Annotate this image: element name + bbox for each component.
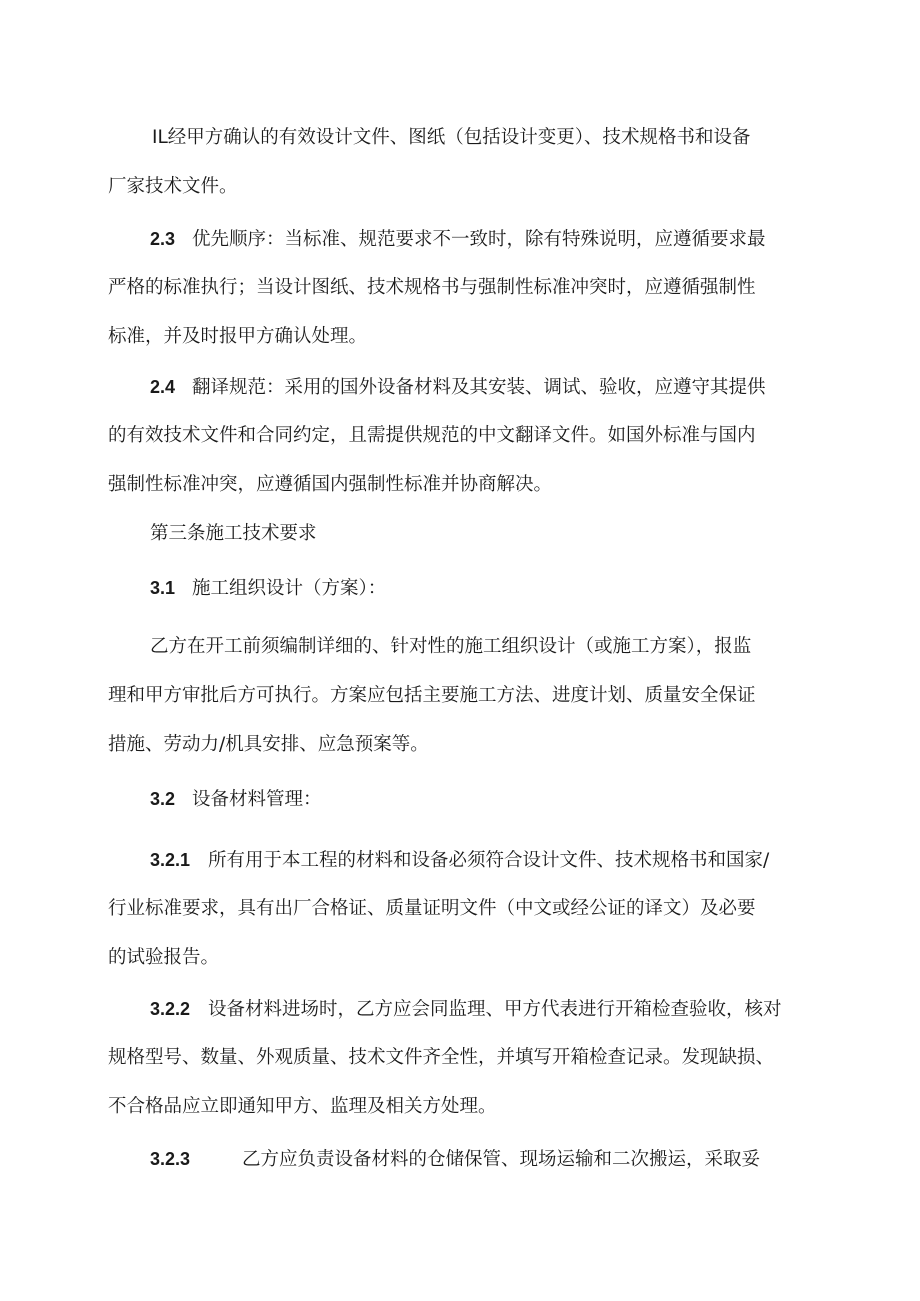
paragraph-text: 的试验报告。 — [108, 947, 220, 968]
paragraph-text: 乙方应负责设备材料的仓储保管、现场运输和二次搬运，采取妥 — [242, 1149, 761, 1170]
paragraph-text: 强制性标准冲突，应遵循国内强制性标准并协商解决。 — [108, 474, 553, 495]
paragraph-text: 乙方在开工前须编制详细的、针对性的施工组织设计（或施工方案），报监 — [150, 636, 752, 657]
paragraph-line — [0, 1046, 920, 1070]
clause-number: 2.3 — [150, 229, 176, 249]
paragraph-text: 规格型号、数量、外观质量、技术文件齐全性，并填写开箱检查记录。发现缺损、 — [108, 1047, 775, 1068]
paragraph-line — [0, 175, 920, 199]
paragraph-line — [0, 1095, 920, 1119]
section-heading-text: 第三条施工技术要求 — [150, 523, 317, 544]
paragraph-line — [0, 684, 920, 708]
paragraph-text: 设备材料进场时，乙方应会同监理、甲方代表进行开箱检查验收，核对 — [208, 999, 782, 1020]
clause-number: 3.2.1 — [150, 850, 191, 870]
paragraph-text: 所有用于本工程的材料和设备必须符合设计文件、技术规格书和国家/ — [208, 850, 770, 871]
clause-line — [0, 787, 920, 812]
clause-line — [0, 997, 920, 1022]
paragraph-line — [0, 276, 920, 300]
paragraph-text: 理和甲方审批后方可执行。方案应包括主要施工方法、进度计划、质量安全保证 — [108, 685, 756, 706]
paragraph-text: 不合格品应立即通知甲方、监理及相关方处理。 — [108, 1096, 497, 1117]
paragraph-text: 优先顺序：当标准、规范要求不一致时，除有特殊说明，应遵循要求最 — [192, 229, 766, 250]
clause-line — [0, 375, 920, 400]
clause-number: 3.2.3 — [150, 1149, 191, 1169]
clause-line — [0, 576, 920, 601]
clause-line — [0, 227, 920, 252]
paragraph-text: 行业标准要求，具有出厂合格证、质量证明文件（中文或经公证的译文）及必要 — [108, 898, 756, 919]
clause-line — [0, 848, 920, 873]
paragraph-text: 厂家技术文件。 — [108, 176, 238, 197]
clause-number: 2.4 — [150, 377, 176, 397]
paragraph-line — [0, 635, 920, 659]
clause-number: 3.2 — [150, 789, 176, 809]
section-heading — [0, 522, 920, 546]
paragraph-line — [0, 126, 920, 150]
paragraph-text: 标准，并及时报甲方确认处理。 — [108, 326, 368, 347]
paragraph-text: 翻译规范：采用的国外设备材料及其安装、调试、验收，应遵守其提供 — [192, 377, 766, 398]
paragraph-line — [0, 424, 920, 448]
paragraph-line — [0, 473, 920, 497]
paragraph-text: 严格的标准执行；当设计图纸、技术规格书与强制性标准冲突时，应遵循强制性 — [108, 277, 756, 298]
paragraph-text: 施工组织设计（方案）： — [192, 578, 387, 599]
paragraph-line — [0, 733, 920, 757]
paragraph-text: 的有效技术文件和合同约定，且需提供规范的中文翻译文件。如国外标准与国内 — [108, 425, 756, 446]
paragraph-line — [0, 946, 920, 970]
paragraph-text: 设备材料管理： — [192, 789, 322, 810]
clause-line — [0, 1147, 920, 1172]
paragraph-line — [0, 897, 920, 921]
paragraph-text: IL经甲方确认的有效设计文件、图纸（包括设计变更）、技术规格书和设备 — [152, 127, 751, 148]
paragraph-line — [0, 325, 920, 349]
clause-number: 3.2.2 — [150, 999, 191, 1019]
clause-number: 3.1 — [150, 578, 176, 598]
paragraph-text: 措施、劳动力/机具安排、应急预案等。 — [108, 734, 429, 755]
